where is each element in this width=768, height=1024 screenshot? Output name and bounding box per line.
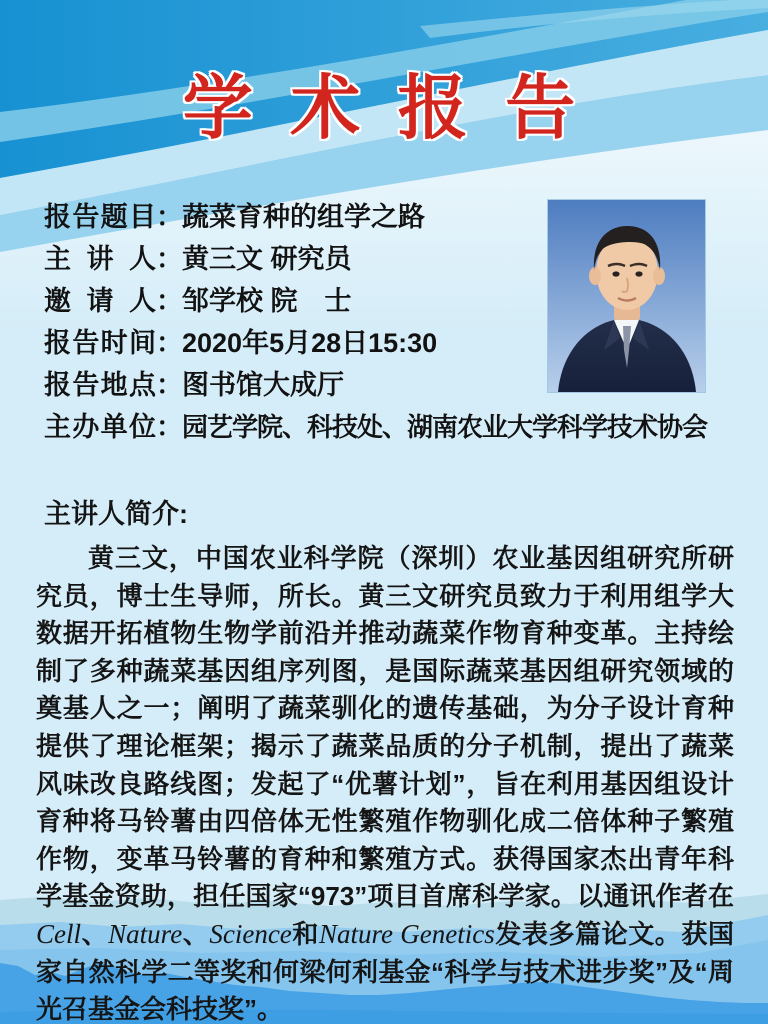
info-colon: ： [156, 412, 183, 442]
info-value: 图书馆大成厅 [182, 370, 344, 400]
speaker-portrait-illustration [548, 200, 705, 392]
speaker-photo [548, 200, 705, 392]
info-label: 报告时间 [44, 328, 156, 358]
info-value: 园艺学院、科技处、湖南农业大学科学技术协会 [182, 412, 708, 442]
info-label: 报告题目 [44, 202, 156, 232]
info-value: 黄三文 研究员 [182, 244, 352, 274]
info-label: 邀 请 人 [44, 286, 156, 316]
info-value: 蔬菜育种的组学之路 [182, 202, 425, 232]
bio-text-segment: 、 [81, 918, 109, 949]
bio-heading: 主讲人简介: [44, 499, 188, 529]
bio-text-segment: 和 [291, 918, 319, 949]
journal-name: Nature Genetics [318, 918, 495, 949]
poster-title: 学 术 报 告 [182, 71, 586, 148]
info-row [44, 406, 744, 448]
info-label: 主办单位 [44, 412, 156, 442]
info-colon: ： [156, 202, 183, 232]
info-value: 邹学校 院 士 [182, 286, 352, 316]
journal-name: Nature [108, 918, 183, 949]
bio-text-segment: 黄三文，中国农业科学院（深圳）农业基因组研究所研究员，博士生导师，所长。黄三文研究员致力于利用组学大数据开拓植物生物学前沿并推动蔬菜作物育种变革。主持绘制了多种蔬菜基因组序列图，是国际蔬菜基因组研究领域的奠基人之一；阐明了蔬菜驯化的遗传基础，为分子设计育种提供了理论框架；揭示了蔬菜品质的分子机制，提出了蔬菜风味改良路线图；发起了“优薯计划”，旨在利用基因组设计育种将马铃薯由四倍体无性繁殖作物驯化成二倍体种子繁殖作物，变革马铃薯的育种和繁殖方式。获得国家杰出青年科学基金资助，担任国家“973”项目首席科学家。以通讯作者在 [36, 543, 734, 912]
journal-name: Cell [36, 918, 81, 949]
bio-section [36, 492, 734, 1024]
info-value: 2020年5月28日15:30 [182, 328, 438, 358]
info-colon: ： [156, 286, 183, 316]
info-colon: ： [156, 244, 183, 274]
bio-text-segment: 、 [182, 918, 210, 949]
info-colon: ： [156, 328, 183, 358]
journal-name: Science [209, 918, 292, 949]
info-colon: ： [156, 370, 183, 400]
info-label: 主 讲 人 [44, 244, 156, 274]
bio-text-segment: 发表多篇论文。获国家自然科学二等奖和何梁何利基金“科学与技术进步奖”及“周光召基金会科技奖”。 [36, 918, 734, 1024]
bio-paragraph [36, 540, 734, 1024]
info-label: 报告地点 [44, 370, 156, 400]
